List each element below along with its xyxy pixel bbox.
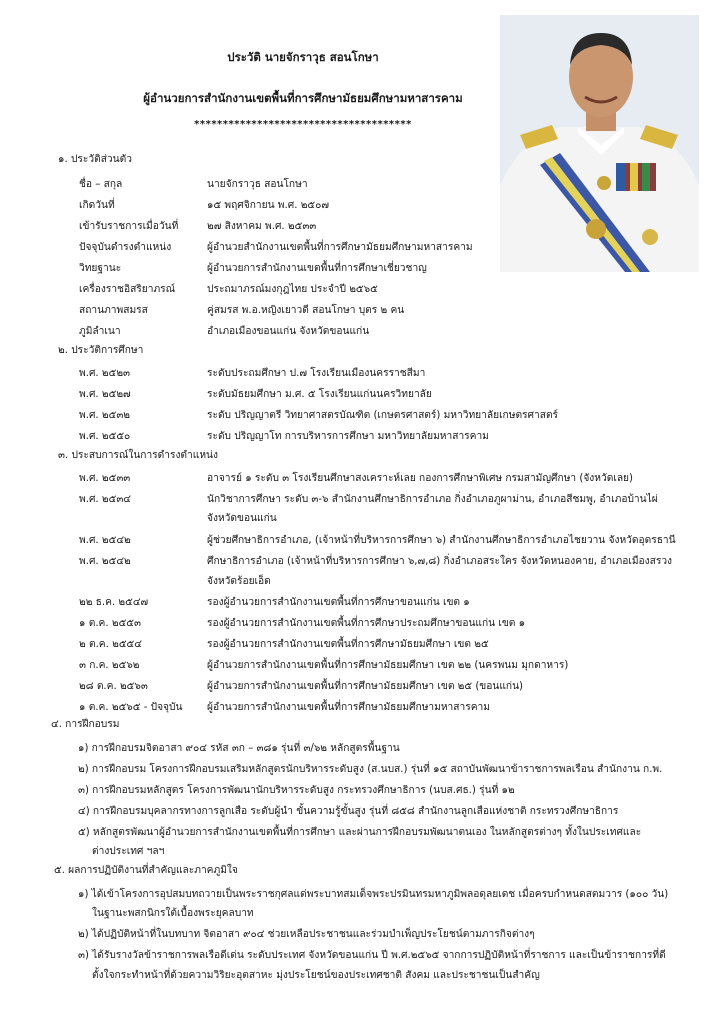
field-value: คู่สมรส พ.อ.หญิงเยาวดี สอนโกษา บุตร ๒ คน xyxy=(207,305,405,316)
field-label: ชื่อ – สกุล xyxy=(79,179,123,190)
position-detail-cont: จังหวัดขอนแก่น xyxy=(207,513,277,524)
field-label: เครื่องราชอิสริยาภรณ์ xyxy=(79,284,176,295)
achievement-item-cont: ตั้งใจกระทำหน้าที่ด้วยความวิริยะอุตสาหะ มุ่งประโยชน์ของประเทศชาติ สังคม และประชาชนเป็นสำคัญ xyxy=(92,970,540,981)
field-label: สถานภาพสมรส xyxy=(79,305,148,316)
section-heading-achievements: ๕. ผลการปฏิบัติงานที่สำคัญและภาคภูมิใจ xyxy=(54,865,238,876)
position-detail: ผู้ช่วยศึกษาธิการอำเภอ, (เจ้าหน้าที่บริหารการศึกษา ๖) สำนักงานศึกษาธิการอำเภอไชยวาน จังหวัดอุดรธานี xyxy=(207,535,676,546)
position-detail: รองผู้อำนวยการสำนักงานเขตพื้นที่การศึกษามัธยมศึกษา เขต ๒๕ xyxy=(207,639,489,650)
document-subtitle: ผู้อำนวยการสำนักงานเขตพื้นที่การศึกษามัธยมศึกษามหาสารคาม xyxy=(143,91,463,105)
position-date: ๑ ต.ค. ๒๕๕๓ xyxy=(79,618,141,629)
field-label: ภูมิลำเนา xyxy=(79,326,121,337)
position-date: ๑ ต.ค. ๒๕๖๕ - ปัจจุบัน xyxy=(79,702,183,713)
position-detail: ผู้อำนวยการสำนักงานเขตพื้นที่การศึกษามัธยมศึกษา เขต ๒๒ (นครพนม มุกดาหาร) xyxy=(207,660,569,671)
achievement-item: ๒) ได้ปฏิบัติหน้าที่ในบทบาท จิตอาสา ๙๐๔ ช่วยเหลือประชาชนและร่วมบำเพ็ญประโยชน์ตามภารกิจต่างๆ xyxy=(78,929,535,940)
education-year: พ.ศ. ๒๕๒๓ xyxy=(79,368,131,379)
section-heading-experience: ๓. ประสบการณ์ในการดำรงตำแหน่ง xyxy=(58,450,218,461)
training-item: ๔) การฝึกอบรมบุคลากรทางการลูกเสือ ระดับผู้นำ ขั้นความรู้ขั้นสูง รุ่นที่ ๘๕๘ สำนักงานลูกเสือแห่งชาติ กระทรวงศึกษาธิการ xyxy=(78,806,619,817)
position-detail: นักวิชาการศึกษา ระดับ ๓-๖ สำนักงานศึกษาธิการอำเภอ กิ่งอำเภอภูผาม่าน, อำเภอสีชมพู, อำเภอบ้านไผ่ xyxy=(207,494,658,505)
position-date: ๒ ต.ค. ๒๕๕๔ xyxy=(79,639,142,650)
portrait-photo xyxy=(500,15,699,272)
field-value: ๑๕ พฤศจิกายน พ.ศ. ๒๕๐๗ xyxy=(207,200,329,211)
field-label: เข้ารับราชการเมื่อวันที่ xyxy=(79,221,179,232)
education-detail: ระดับ ปริญญาโท การบริหารการศึกษา มหาวิทยาลัยมหาสารคาม xyxy=(207,431,489,442)
position-date: ๒๒ ธ.ค. ๒๕๔๗ xyxy=(79,597,149,608)
training-item-cont: ต่างประเทศ ฯลฯ xyxy=(92,846,165,857)
section-heading-personal: ๑. ประวัติส่วนตัว xyxy=(58,154,132,165)
field-value: นายจักราวุธ สอนโกษา xyxy=(207,179,308,190)
position-detail: อาจารย์ ๑ ระดับ ๓ โรงเรียนศึกษาสงเคราะห์เลย กองการศึกษาพิเศษ กรมสามัญศึกษา (จังหวัดเลย) xyxy=(207,473,634,484)
training-item: ๓) การฝึกอบรมหลักสูตร โครงการพัฒนานักบริหารระดับสูง กระทรวงศึกษาธิการ (นบส.ศธ.) รุ่นที่ ๑๒ xyxy=(78,785,515,796)
position-date: พ.ศ. ๒๕๓๓ xyxy=(79,473,131,484)
achievement-item-cont: ในฐานะพสกนิกรใต้เบื้องพระยุคลบาท xyxy=(92,908,254,919)
training-item: ๕) หลักสูตรพัฒนาผู้อำนวยการสำนักงานเขตพื้นที่การศึกษา และผ่านการฝึกอบรมพัฒนาตนเอง ในหลักสูตรต่างๆ ทั้งในประเทศและ xyxy=(78,827,642,838)
position-detail: รองผู้อำนวยการสำนักงานเขตพื้นที่การศึกษาประถมศึกษาขอนแก่น เขต ๑ xyxy=(207,618,526,629)
position-detail: รองผู้อำนวยการสำนักงานเขตพื้นที่การศึกษาขอนแก่น เขต ๑ xyxy=(207,597,470,608)
training-item: ๒) การฝึกอบรม โครงการฝึกอบรมเสริมหลักสูตรนักบริหารระดับสูง (ส.นบส.) รุ่นที่ ๑๕ สถาบันพัฒนาข้าราชการพลเรือน สำนักงาน ก.พ. xyxy=(78,764,663,775)
education-detail: ระดับมัธยมศึกษา ม.ศ. ๕ โรงเรียนแก่นนครวิทยาลัย xyxy=(207,389,432,400)
achievement-item: ๓) ได้รับรางวัลข้าราชการพลเรือดีเด่น ระดับประเทศ จังหวัดขอนแก่น ปี พ.ศ.๒๕๖๕ จากการปฏิบัติหน้าที่ราชการ และเป็นข้าราชการที่ดี xyxy=(78,950,666,961)
section-heading-training: ๔. การฝึกอบรม xyxy=(51,719,120,730)
field-value: ผู้อำนวยสำนักงานเขตพื้นที่การศึกษามัธยมศึกษามหาสารคาม xyxy=(207,242,473,253)
field-value: ผู้อำนวยการสำนักงานเขตพื้นที่การศึกษาเชี่ยวชาญ xyxy=(207,263,427,274)
field-value: ประถมาภรณ์มงกุฎไทย ประจำปี ๒๕๖๕ xyxy=(207,284,378,295)
position-detail: ผู้อำนวยการสำนักงานเขตพื้นที่การศึกษามัธยมศึกษา เขต ๒๕ (ขอนแก่น) xyxy=(207,681,524,692)
education-detail: ระดับประถมศึกษา ป.๗ โรงเรียนเมืองนครราชสีมา xyxy=(207,368,426,379)
document-title: ประวัติ นายจักราวุธ สอนโกษา xyxy=(227,50,379,64)
section-heading-education: ๒. ประวัติการศึกษา xyxy=(58,345,144,356)
field-value: อำเภอเมืองขอนแก่น จังหวัดขอนแก่น xyxy=(207,326,370,337)
achievement-item: ๑) ได้เข้าโครงการอุปสมบทถวายเป็นพระราชกุศลแด่พระบาทสมเด็จพระปรมินทรมหาภูมิพลอดุลยเดช เมื่อครบกำหนดสตมวาร (๑๐๐ วัน) xyxy=(78,889,669,900)
position-detail-cont: จังหวัดร้อยเอ็ด xyxy=(207,576,271,587)
education-detail: ระดับ ปริญญาตรี วิทยาศาสตรบัณฑิต (เกษตรศาสตร์) มหาวิทยาลัยเกษตรศาสตร์ xyxy=(207,410,559,421)
field-label: วิทยฐานะ xyxy=(79,263,122,274)
education-year: พ.ศ. ๒๕๓๒ xyxy=(79,410,131,421)
education-year: พ.ศ. ๒๕๒๗ xyxy=(79,389,131,400)
position-date: ๒๘ ต.ค. ๒๕๖๓ xyxy=(79,681,148,692)
field-label: เกิดวันที่ xyxy=(79,200,115,211)
field-label: ปัจจุบันดำรงตำแหน่ง xyxy=(79,242,172,253)
position-detail: ศึกษาธิการอำเภอ (เจ้าหน้าที่บริหารการศึกษา ๖,๗,๘) กิ่งอำเภอสระใคร จังหวัดหนองคาย, อำเภอเมืองสรวง xyxy=(207,556,673,567)
training-item: ๑) การฝึกอบรมจิตอาสา ๙๐๔ รหัส ๓ก – ๓๘๑ รุ่นที่ ๓/๖๒ หลักสูตรพื้นฐาน xyxy=(78,743,400,754)
education-year: พ.ศ. ๒๕๕๐ xyxy=(79,431,131,442)
position-date: พ.ศ. ๒๕๔๒ xyxy=(79,556,131,567)
star-divider: ************************************** xyxy=(194,119,412,130)
position-date: พ.ศ. ๒๕๔๒ xyxy=(79,535,131,546)
field-value: ๒๗ สิงหาคม พ.ศ. ๒๕๓๓ xyxy=(207,221,317,232)
position-detail: ผู้อำนวยการสำนักงานเขตพื้นที่การศึกษามัธยมศึกษามหาสารคาม xyxy=(207,702,490,713)
position-date: พ.ศ. ๒๕๓๔ xyxy=(79,494,131,505)
position-date: ๓ ก.ค. ๒๕๖๒ xyxy=(79,660,140,671)
